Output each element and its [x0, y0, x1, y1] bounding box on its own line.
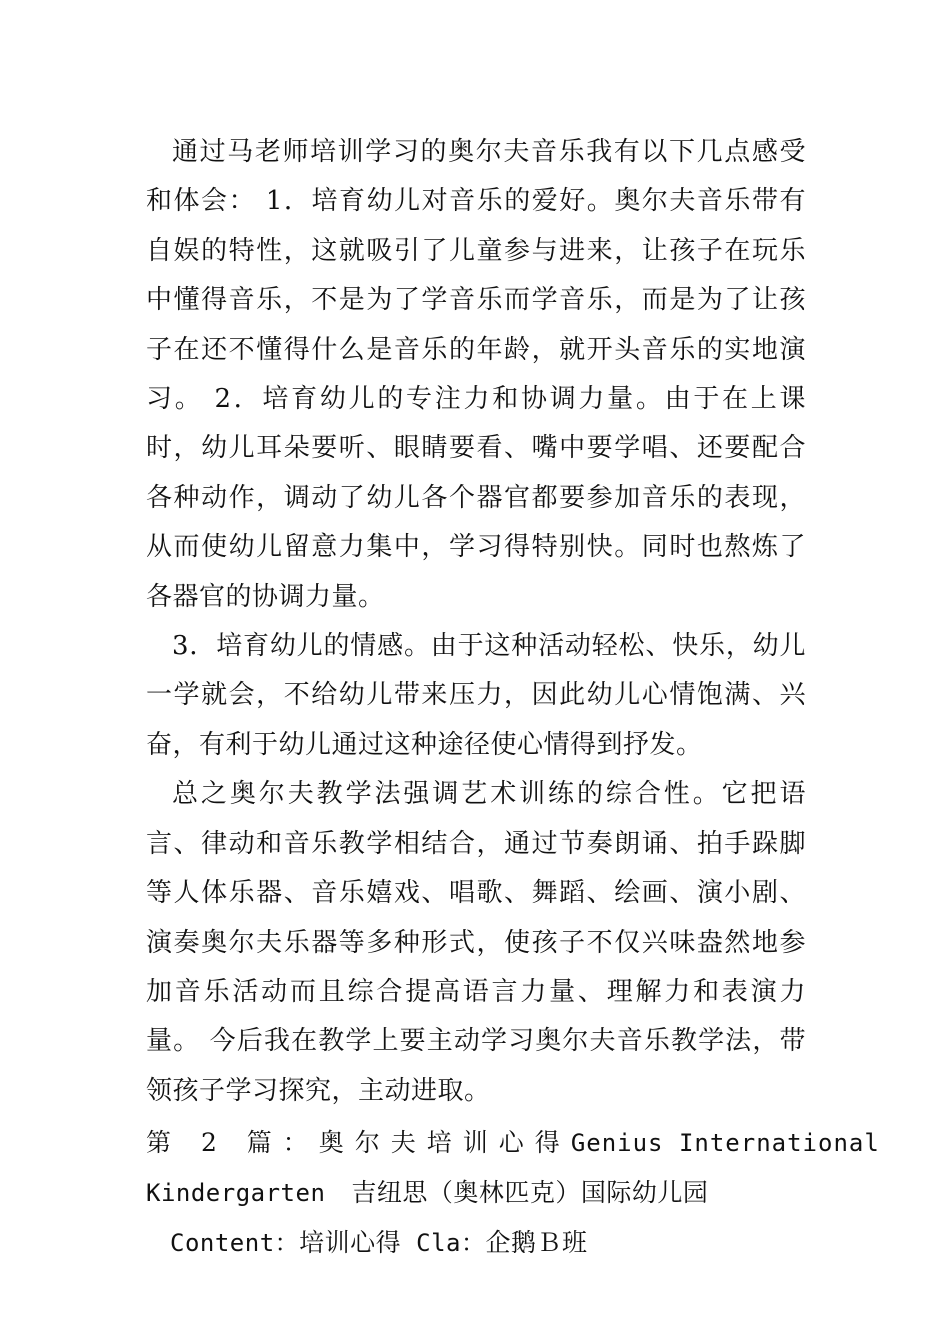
paragraph-conclusion: 总之奥尔夫教学法强调艺术训练的综合性。它把语言、律动和音乐教学相结合，通过节奏朗诵、拍手跺脚等人体乐器、音乐嬉戏、唱歌、舞蹈、绘画、演小剧、演奏奥尔夫乐器等多种形式，使孩子不仅兴味盎然地参加音乐活动而且综合提高语言力量、理解力和表演力量。 今后我在教学上要主动学习奥尔夫音乐教学法，带领孩子学习探究，主动进取。 [146, 779, 806, 1106]
meta-line [146, 1218, 806, 1268]
heading-school-cn: 吉纽思（奥林匹克）国际幼儿园 [351, 1178, 709, 1208]
paragraph-point-3: 3．培育幼儿的情感。由于这种活动轻松、快乐，幼儿一学就会，不给幼儿带来压力，因此幼儿心情饱满、兴奋，有利于幼儿通过这种途径使心情得到抒发。 [146, 631, 806, 760]
heading-school-line [146, 1168, 806, 1218]
class-label: Cla： [416, 1229, 486, 1258]
class-value: 企鹅Ｂ班 [485, 1228, 588, 1258]
paragraph-intro: 通过马老师培训学习的奥尔夫音乐我有以下几点感受和体会： 1．培育幼儿对音乐的爱好。奥尔夫音乐带有自娱的特性，这就吸引了儿童参与进来，让孩子在玩乐中懂得音乐，不是为了学音乐而学音乐，而是为了让孩子在还不懂得什么是音乐的年龄，就开头音乐的实地演习。 2．培育幼儿的专注力和协调力量。由于在上课时，幼儿耳朵要听、眼睛要看、嘴中要学唱、还要配合各种动作，调动了幼儿各个器官都要参加音乐的表现，从而使幼儿留意力集中，学习得特别快。同时也熬炼了各器官的协调力量。 [146, 137, 806, 612]
section-heading [146, 1118, 880, 1218]
content-label: Content： [170, 1229, 300, 1258]
heading-title-line [146, 1118, 880, 1168]
document-page [146, 128, 880, 1268]
heading-title-en: Genius International [570, 1129, 880, 1158]
heading-title-cn: 第 2 篇：奥尔夫培训心得 [146, 1128, 571, 1158]
heading-school-en: Kindergarten [146, 1179, 326, 1208]
content-value: 培训心得 [299, 1228, 402, 1258]
